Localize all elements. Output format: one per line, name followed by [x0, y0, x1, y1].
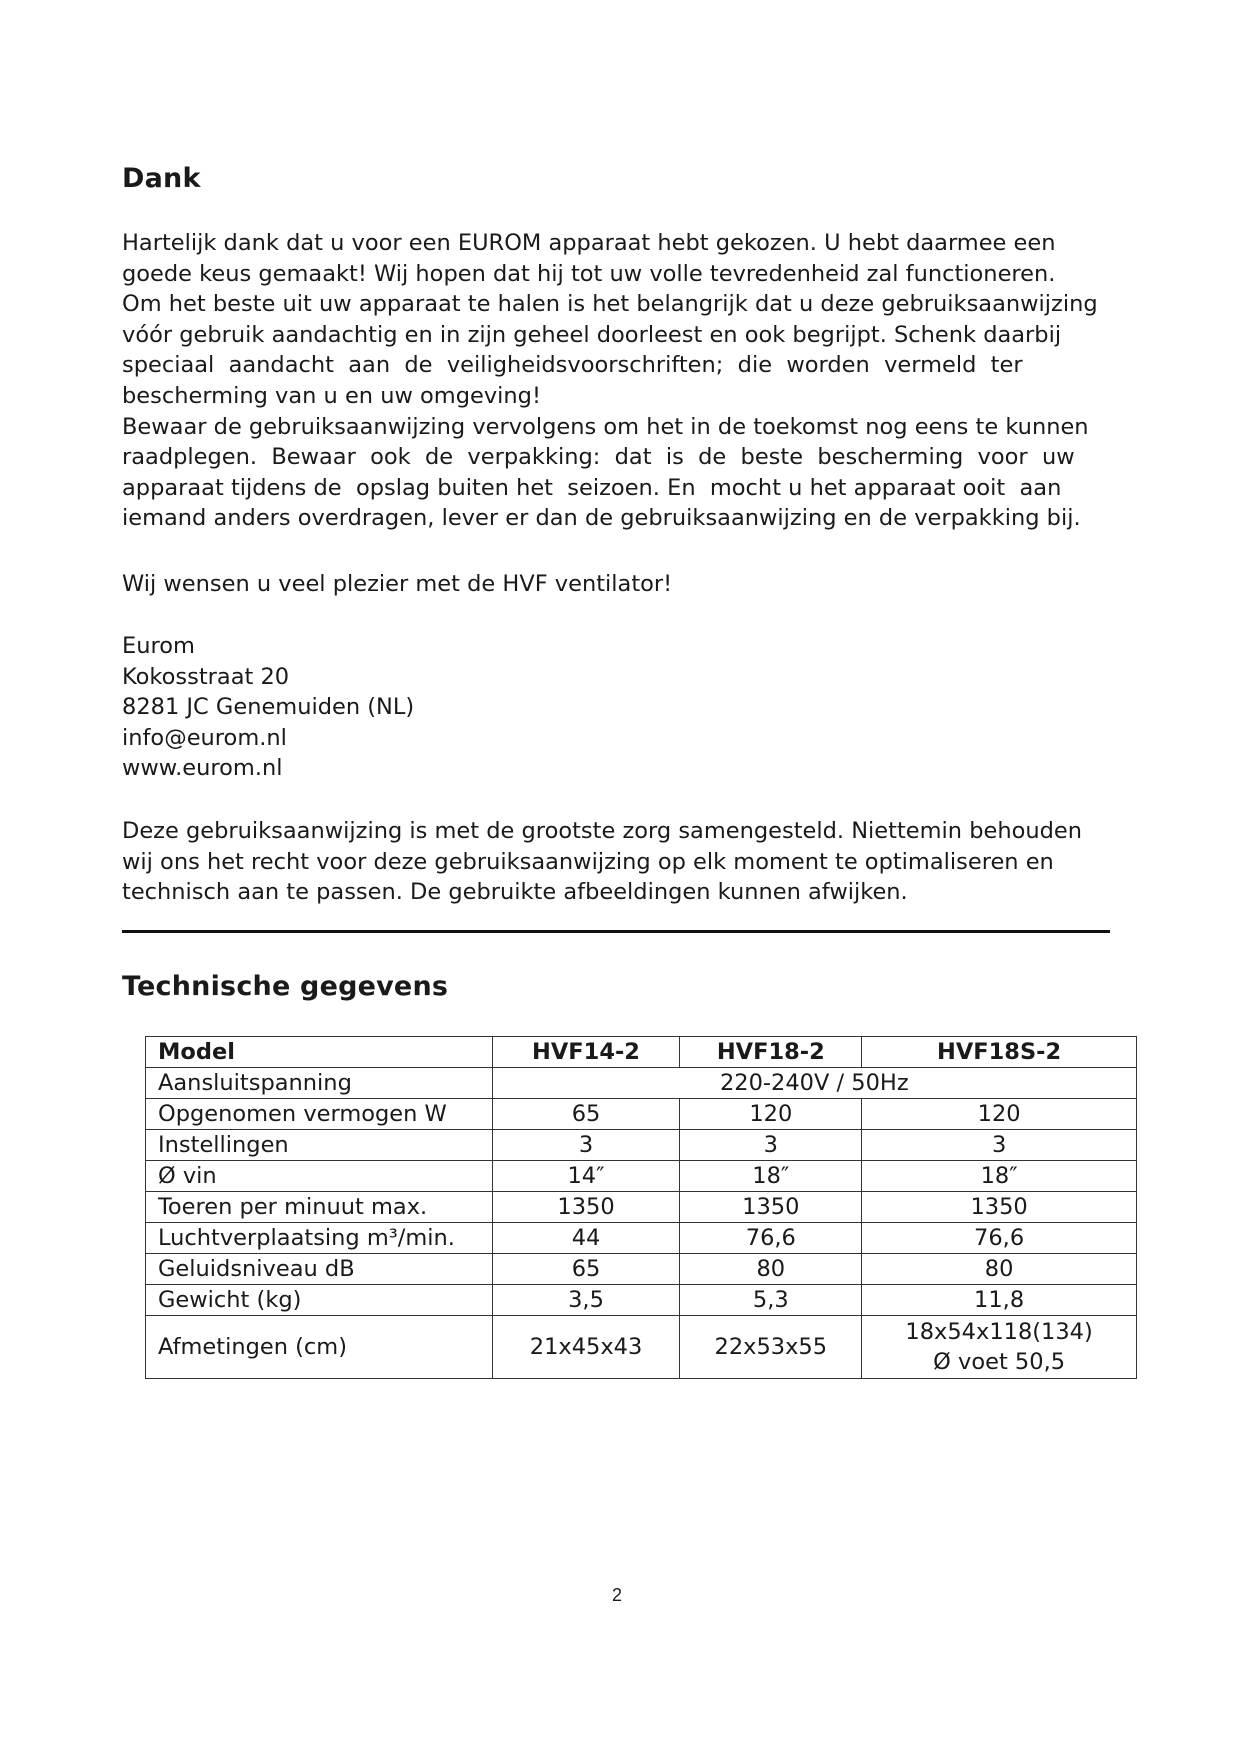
row-label: Geluidsniveau dB	[146, 1254, 493, 1285]
table-cell: 21x45x43	[492, 1316, 680, 1379]
table-cell: 76,6	[680, 1223, 862, 1254]
table-cell: 76,6	[862, 1223, 1137, 1254]
header-cell: HVF14-2	[492, 1037, 680, 1068]
intro-line: raadplegen. Bewaar ook de verpakking: dat is de beste bescherming voor uw	[122, 444, 1075, 471]
row-label: Instellingen	[146, 1130, 493, 1161]
table-cell: 1350	[862, 1192, 1137, 1223]
row-label: Gewicht (kg)	[146, 1285, 493, 1316]
table-cell: 11,8	[862, 1285, 1137, 1316]
row-label: Luchtverplaatsing m³/min.	[146, 1223, 493, 1254]
table-cell: 3	[492, 1130, 680, 1161]
row-label: Aansluitspanning	[146, 1068, 493, 1099]
table-row	[146, 1192, 1137, 1223]
street-address: Kokosstraat 20	[122, 663, 290, 690]
website-link[interactable]: www.eurom.nl	[122, 755, 283, 782]
table-row	[146, 1161, 1137, 1192]
address-block	[122, 631, 414, 784]
section-title-technical: Technische gegevens	[122, 971, 449, 1002]
disclaimer-line: wij ons het recht voor deze gebruiksaanwijzing op elk moment te optimaliseren en	[122, 848, 1054, 875]
row-label: Ø vin	[146, 1161, 493, 1192]
intro-line: Bewaar de gebruiksaanwijzing vervolgens om het in de toekomst nog eens te kunnen	[122, 413, 1089, 440]
page-number: 2	[612, 1585, 623, 1605]
foot-diameter-line: Ø voet 50,5	[933, 1349, 1066, 1375]
table-row	[146, 1068, 1137, 1099]
intro-line: vóór gebruik aandachtig en in zijn geheel doorleest en ook begrijpt. Schenk daarbij	[122, 321, 1062, 348]
disclaimer-line: Deze gebruiksaanwijzing is met de grootste zorg samengesteld. Niettemin behouden	[122, 818, 1082, 844]
row-label: Toeren per minuut max.	[146, 1192, 493, 1223]
table-cell: 5,3	[680, 1285, 862, 1316]
dimensions-line: 18x54x118(134)	[905, 1319, 1093, 1345]
table-cell: 1350	[680, 1192, 862, 1223]
header-cell: Model	[146, 1037, 493, 1068]
section-title-dank: Dank	[122, 163, 201, 194]
row-label: Afmetingen (cm)	[146, 1316, 493, 1379]
table-row	[146, 1316, 1137, 1379]
table-cell: 65	[492, 1099, 680, 1130]
table-row	[146, 1099, 1137, 1130]
table-row	[146, 1285, 1137, 1316]
table-cell: 65	[492, 1254, 680, 1285]
header-cell: HVF18-2	[680, 1037, 862, 1068]
intro-line: apparaat tijdens de opslag buiten het seizoen. En mocht u het apparaat ooit aan	[122, 474, 1062, 501]
header-cell: HVF18S-2	[862, 1037, 1137, 1068]
intro-line: Hartelijk dank dat u voor een EUROM apparaat hebt gekozen. U hebt daarmee een	[122, 230, 1056, 256]
disclaimer-paragraph	[122, 816, 1142, 908]
intro-line: Om het beste uit uw apparaat te halen is het belangrijk dat u deze gebruiksaanwijzing	[122, 291, 1098, 318]
table-cell: 1350	[492, 1192, 680, 1223]
table-cell: 3	[862, 1130, 1137, 1161]
email-link[interactable]: info@eurom.nl	[122, 724, 287, 751]
table-cell-dimensions	[862, 1316, 1137, 1379]
table-cell: 18″	[862, 1161, 1137, 1192]
intro-paragraph	[122, 228, 1142, 534]
spec-table	[145, 1036, 1137, 1379]
table-cell: 3,5	[492, 1285, 680, 1316]
table-row	[146, 1130, 1137, 1161]
city-address: 8281 JC Genemuiden (NL)	[122, 694, 415, 721]
table-cell: 3	[680, 1130, 862, 1161]
horizontal-divider	[122, 930, 1110, 933]
table-cell: 80	[862, 1254, 1137, 1285]
intro-line: iemand anders overdragen, lever er dan de gebruiksaanwijzing en de verpakking bij.	[122, 505, 1081, 532]
table-row	[146, 1254, 1137, 1285]
table-cell: 220-240V / 50Hz	[492, 1068, 1136, 1099]
table-row	[146, 1223, 1137, 1254]
intro-line: bescherming van u en uw omgeving!	[122, 382, 541, 409]
table-cell: 22x53x55	[680, 1316, 862, 1379]
row-label: Opgenomen vermogen W	[146, 1099, 493, 1130]
intro-line: goede keus gemaakt! Wij hopen dat hij tot uw volle tevredenheid zal functioneren.	[122, 260, 1056, 287]
company-name: Eurom	[122, 633, 195, 659]
table-cell: 120	[680, 1099, 862, 1130]
table-header-row	[146, 1037, 1137, 1068]
table-cell: 80	[680, 1254, 862, 1285]
disclaimer-line: technisch aan te passen. De gebruikte afbeeldingen kunnen afwijken.	[122, 879, 908, 906]
table-cell: 18″	[680, 1161, 862, 1192]
intro-line: speciaal aandacht aan de veiligheidsvoorschriften; die worden vermeld ter	[122, 352, 1023, 379]
table-cell: 14″	[492, 1161, 680, 1192]
table-cell: 44	[492, 1223, 680, 1254]
wish-line: Wij wensen u veel plezier met de HVF ventilator!	[122, 571, 673, 597]
table-cell: 120	[862, 1099, 1137, 1130]
